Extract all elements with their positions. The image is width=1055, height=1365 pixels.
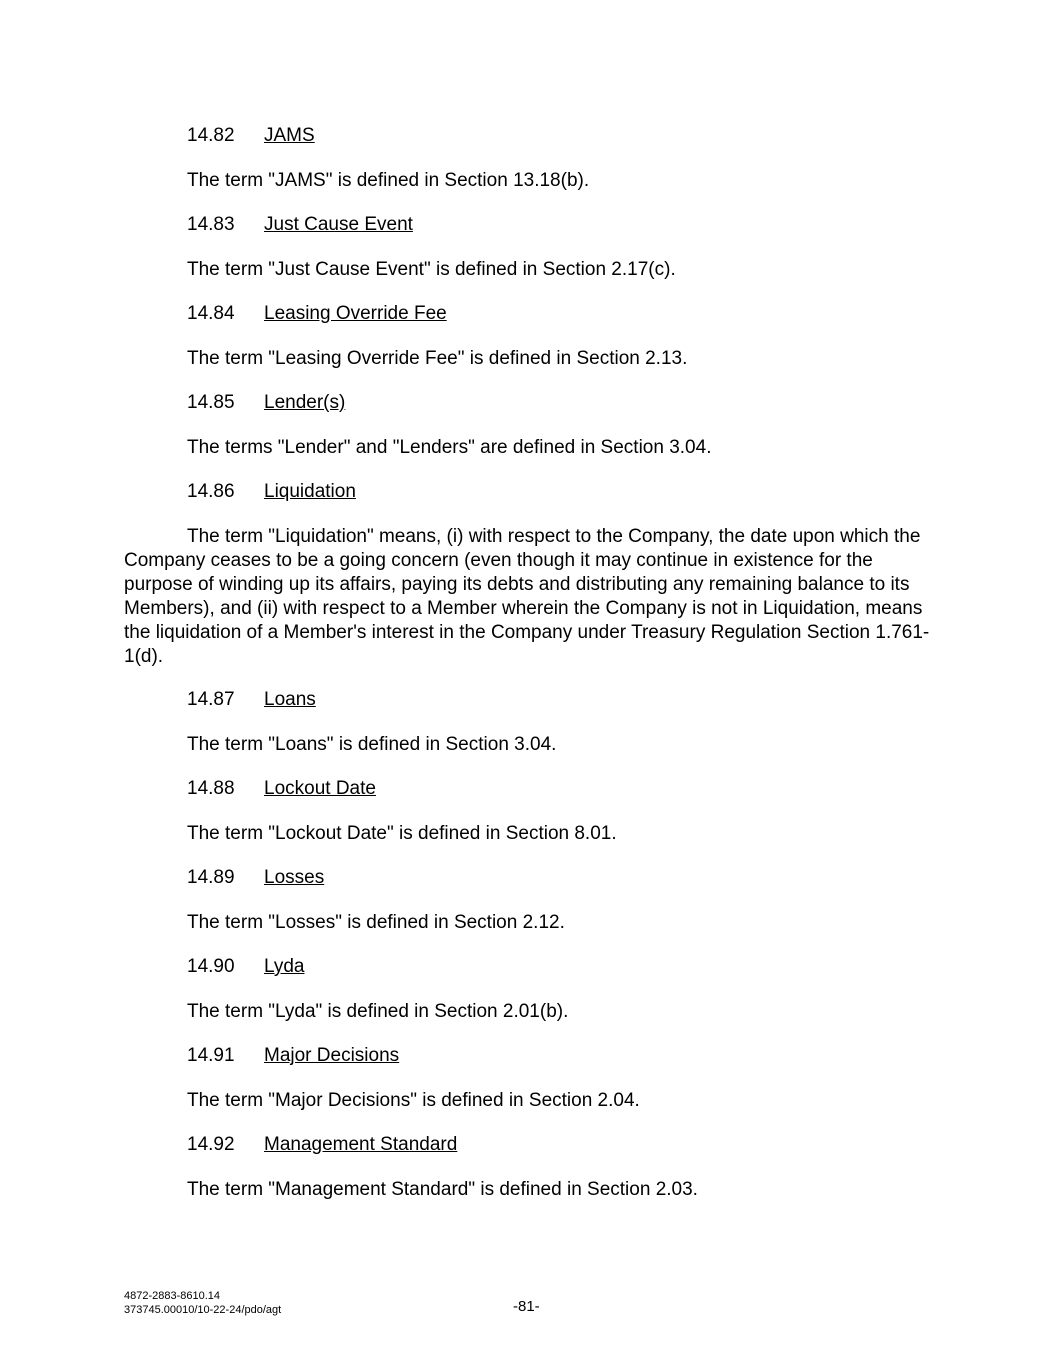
definition-text: The terms "Lender" and "Lenders" are defined in Section 3.04.	[187, 437, 712, 458]
section-heading	[187, 124, 315, 148]
section-number: 14.82	[187, 125, 235, 146]
definition-text: The term "JAMS" is defined in Section 13.18(b).	[187, 170, 590, 191]
section-heading	[187, 955, 305, 979]
section-number: 14.91	[187, 1045, 235, 1066]
definition-text: The term "Just Cause Event" is defined in Section 2.17(c).	[187, 259, 676, 280]
definition-text: The term "Losses" is defined in Section 2.12.	[187, 912, 565, 933]
definition-paragraph: The term "Liquidation" means, (i) with respect to the Company, the date upon which the Company ceases to be a going concern (even though it may continue in existence for the purpose of winding up its affairs, paying its debts and distributing any remaining balance to its Members), and (ii) with respect to a Member wherein the Company is not in Liquidation, means the liquidation of a Member's interest in the Company under Treasury Regulation Section 1.761-1(d).	[124, 526, 930, 667]
definition-text: The term "Lockout Date" is defined in Section 8.01.	[187, 823, 617, 844]
definition-text: The term "Major Decisions" is defined in Section 2.04.	[187, 1090, 640, 1111]
section-title: Lender(s)	[264, 392, 346, 413]
definition-text: The term "Loans" is defined in Section 3.04.	[187, 734, 557, 755]
section-title: JAMS	[264, 125, 315, 146]
section-title: Just Cause Event	[264, 214, 413, 235]
section-title: Major Decisions	[264, 1045, 400, 1066]
section-number: 14.83	[187, 214, 235, 235]
section-title: Liquidation	[264, 481, 356, 502]
page-number: -81-	[513, 1298, 540, 1315]
section-heading	[187, 302, 447, 326]
footer-doc-id: 4872-2883-8610.14	[124, 1290, 221, 1302]
section-number: 14.86	[187, 481, 235, 502]
section-heading	[187, 1133, 457, 1157]
definition-text: The term "Management Standard" is defined in Section 2.03.	[187, 1179, 698, 1200]
section-number: 14.84	[187, 303, 235, 324]
section-number: 14.89	[187, 867, 235, 888]
section-heading	[187, 688, 316, 712]
section-title: Losses	[264, 867, 325, 888]
section-number: 14.87	[187, 689, 235, 710]
section-title: Lyda	[264, 956, 305, 977]
section-title: Loans	[264, 689, 316, 710]
section-heading	[187, 480, 356, 504]
section-number: 14.90	[187, 956, 235, 977]
section-number: 14.92	[187, 1134, 235, 1155]
section-heading	[187, 777, 376, 801]
section-heading	[187, 213, 413, 237]
section-number: 14.88	[187, 778, 235, 799]
section-title: Management Standard	[264, 1134, 458, 1155]
section-title: Lockout Date	[264, 778, 376, 799]
section-title: Leasing Override Fee	[264, 303, 447, 324]
footer-matter-id: 373745.00010/10-22-24/pdo/agt	[124, 1304, 282, 1316]
definition-text: The term "Leasing Override Fee" is defined in Section 2.13.	[187, 348, 688, 369]
definition-text: The term "Lyda" is defined in Section 2.01(b).	[187, 1001, 569, 1022]
section-heading	[187, 391, 345, 415]
section-number: 14.85	[187, 392, 235, 413]
section-heading	[187, 1044, 399, 1068]
section-heading	[187, 866, 324, 890]
